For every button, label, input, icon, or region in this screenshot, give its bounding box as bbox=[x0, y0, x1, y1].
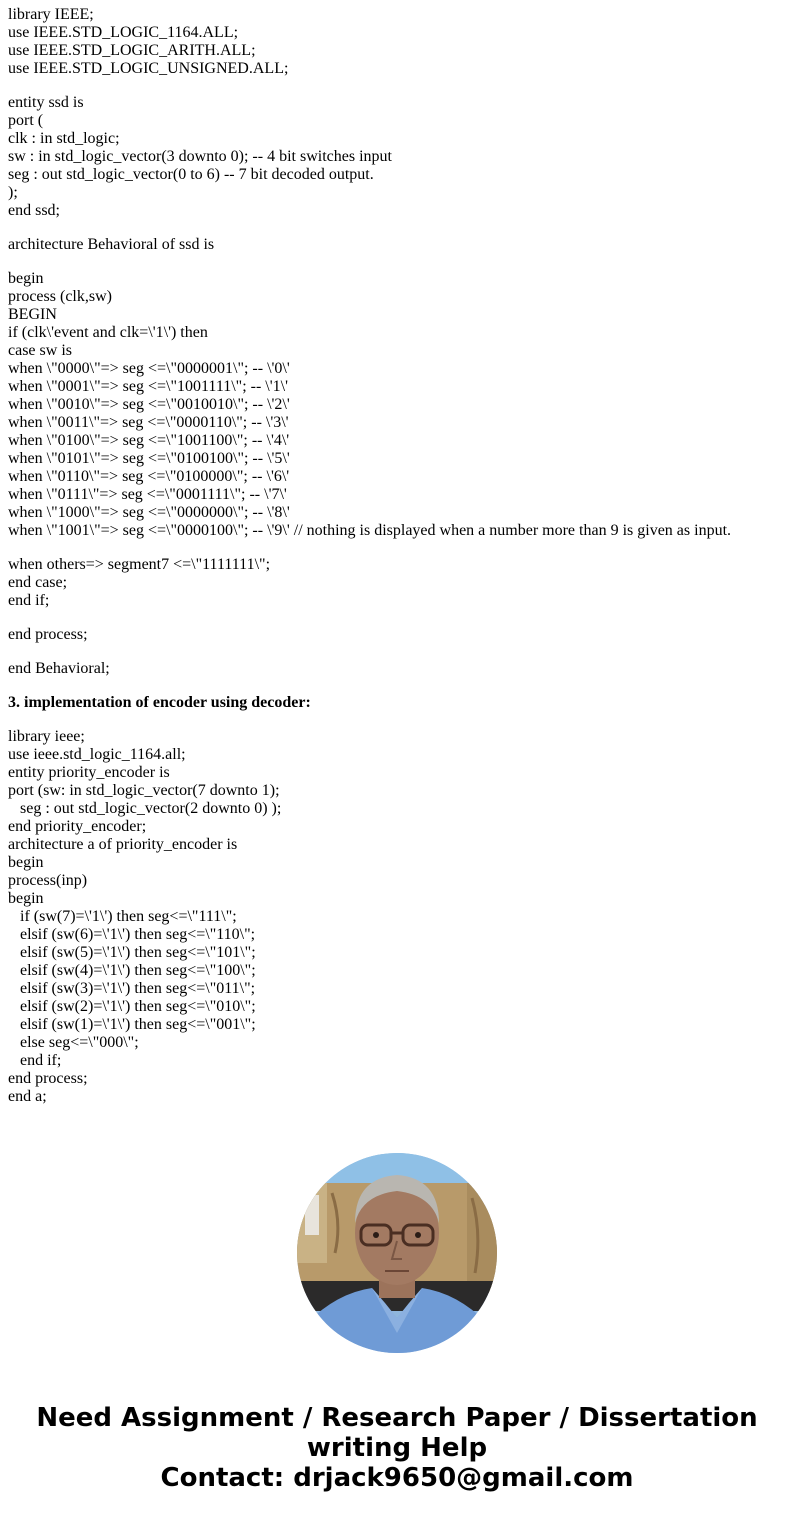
code-line: elsif (sw(6)=\'1\') then seg<=\"110\"; bbox=[8, 926, 256, 943]
code-line: port (sw: in std_logic_vector(7 downto 1); bbox=[8, 782, 280, 799]
code-line: end if; bbox=[8, 592, 50, 609]
code-line: BEGIN bbox=[8, 306, 57, 323]
code-line: ); bbox=[8, 184, 18, 201]
document-body bbox=[8, 6, 788, 1122]
code-line: when others=> segment7 <=\"1111111\"; bbox=[8, 556, 271, 573]
code-line: entity ssd is bbox=[8, 94, 84, 111]
code-entity bbox=[8, 94, 788, 220]
code-line: when \"0111\"=> seg <=\"0001111\"; -- \'7\' bbox=[8, 486, 287, 503]
code-line: library IEEE; bbox=[8, 6, 94, 23]
code-line: begin bbox=[8, 890, 44, 907]
code-line: when \"1000\"=> seg <=\"0000000\"; -- \'8\' bbox=[8, 504, 290, 521]
code-line: end Behavioral; bbox=[8, 660, 110, 677]
code-line: port ( bbox=[8, 112, 44, 129]
code-process bbox=[8, 270, 788, 540]
code-line: elsif (sw(2)=\'1\') then seg<=\"010\"; bbox=[8, 998, 256, 1015]
code-line: end if; bbox=[8, 1052, 62, 1069]
code-line: if (clk\'event and clk=\'1\') then bbox=[8, 324, 208, 341]
code-architecture bbox=[8, 236, 788, 254]
promo-banner bbox=[0, 1403, 794, 1493]
code-line: use ieee.std_logic_1164.all; bbox=[8, 746, 186, 763]
code-line: use IEEE.STD_LOGIC_ARITH.ALL; bbox=[8, 42, 256, 59]
code-line: architecture a of priority_encoder is bbox=[8, 836, 238, 853]
section-heading: 3. implementation of encoder using decoder: bbox=[8, 694, 311, 711]
code-line: end ssd; bbox=[8, 202, 60, 219]
code-line: seg : out std_logic_vector(0 to 6) -- 7 bit decoded output. bbox=[8, 166, 374, 183]
code-line: when \"0101\"=> seg <=\"0100100\"; -- \'5\' bbox=[8, 450, 290, 467]
code-line: clk : in std_logic; bbox=[8, 130, 120, 147]
code-line: begin bbox=[8, 854, 44, 871]
code-line: end case; bbox=[8, 574, 68, 591]
code-imports bbox=[8, 6, 788, 78]
promo-contact: Contact: drjack9650@gmail.com bbox=[160, 1463, 634, 1493]
code-line: end priority_encoder; bbox=[8, 818, 147, 835]
code-line: when \"0011\"=> seg <=\"0000110\"; -- \'3\' bbox=[8, 414, 289, 431]
code-line: else seg<=\"000\"; bbox=[8, 1034, 139, 1051]
promo-line-1: Need Assignment / Research Paper / Dissertation bbox=[36, 1403, 758, 1433]
code-line: seg : out std_logic_vector(2 downto 0) ); bbox=[8, 800, 282, 817]
code-line: when \"0100\"=> seg <=\"1001100\"; -- \'4\' bbox=[8, 432, 290, 449]
code-line: if (sw(7)=\'1\') then seg<=\"111\"; bbox=[8, 908, 237, 925]
code-line: process(inp) bbox=[8, 872, 88, 889]
code-line: elsif (sw(4)=\'1\') then seg<=\"100\"; bbox=[8, 962, 256, 979]
code-line: when \"0010\"=> seg <=\"0010010\"; -- \'2\' bbox=[8, 396, 290, 413]
code-line: end a; bbox=[8, 1088, 47, 1105]
code-line: library ieee; bbox=[8, 728, 85, 745]
code-end-process bbox=[8, 626, 788, 644]
code-priority-encoder bbox=[8, 728, 788, 1106]
code-line: architecture Behavioral of ssd is bbox=[8, 236, 215, 253]
code-line: when \"0001\"=> seg <=\"1001111\"; -- \'1\' bbox=[8, 378, 288, 395]
code-line: elsif (sw(5)=\'1\') then seg<=\"101\"; bbox=[8, 944, 256, 961]
code-line: begin bbox=[8, 270, 44, 287]
code-line: when \"0000\"=> seg <=\"0000001\"; -- \'0\' bbox=[8, 360, 290, 377]
code-line: elsif (sw(3)=\'1\') then seg<=\"011\"; bbox=[8, 980, 256, 997]
code-line: elsif (sw(1)=\'1\') then seg<=\"001\"; bbox=[8, 1016, 256, 1033]
code-line: use IEEE.STD_LOGIC_UNSIGNED.ALL; bbox=[8, 60, 289, 77]
code-end-behavioral bbox=[8, 660, 788, 678]
code-line: when \"0110\"=> seg <=\"0100000\"; -- \'6\' bbox=[8, 468, 290, 485]
code-line: end process; bbox=[8, 1070, 88, 1087]
author-avatar bbox=[297, 1153, 497, 1353]
code-line: use IEEE.STD_LOGIC_1164.ALL; bbox=[8, 24, 239, 41]
code-line: sw : in std_logic_vector(3 downto 0); -- 4 bit switches input bbox=[8, 148, 392, 165]
code-line: entity priority_encoder is bbox=[8, 764, 170, 781]
code-line: when \"1001\"=> seg <=\"0000100\"; -- \'9\' // nothing is displayed when a number more than 9 is given as input. bbox=[8, 522, 732, 539]
promo-line-2: writing Help bbox=[306, 1433, 488, 1463]
code-line: process (clk,sw) bbox=[8, 288, 112, 305]
code-line: case sw is bbox=[8, 342, 72, 359]
portrait-image bbox=[297, 1153, 497, 1353]
code-others bbox=[8, 556, 788, 610]
code-line: end process; bbox=[8, 626, 88, 643]
